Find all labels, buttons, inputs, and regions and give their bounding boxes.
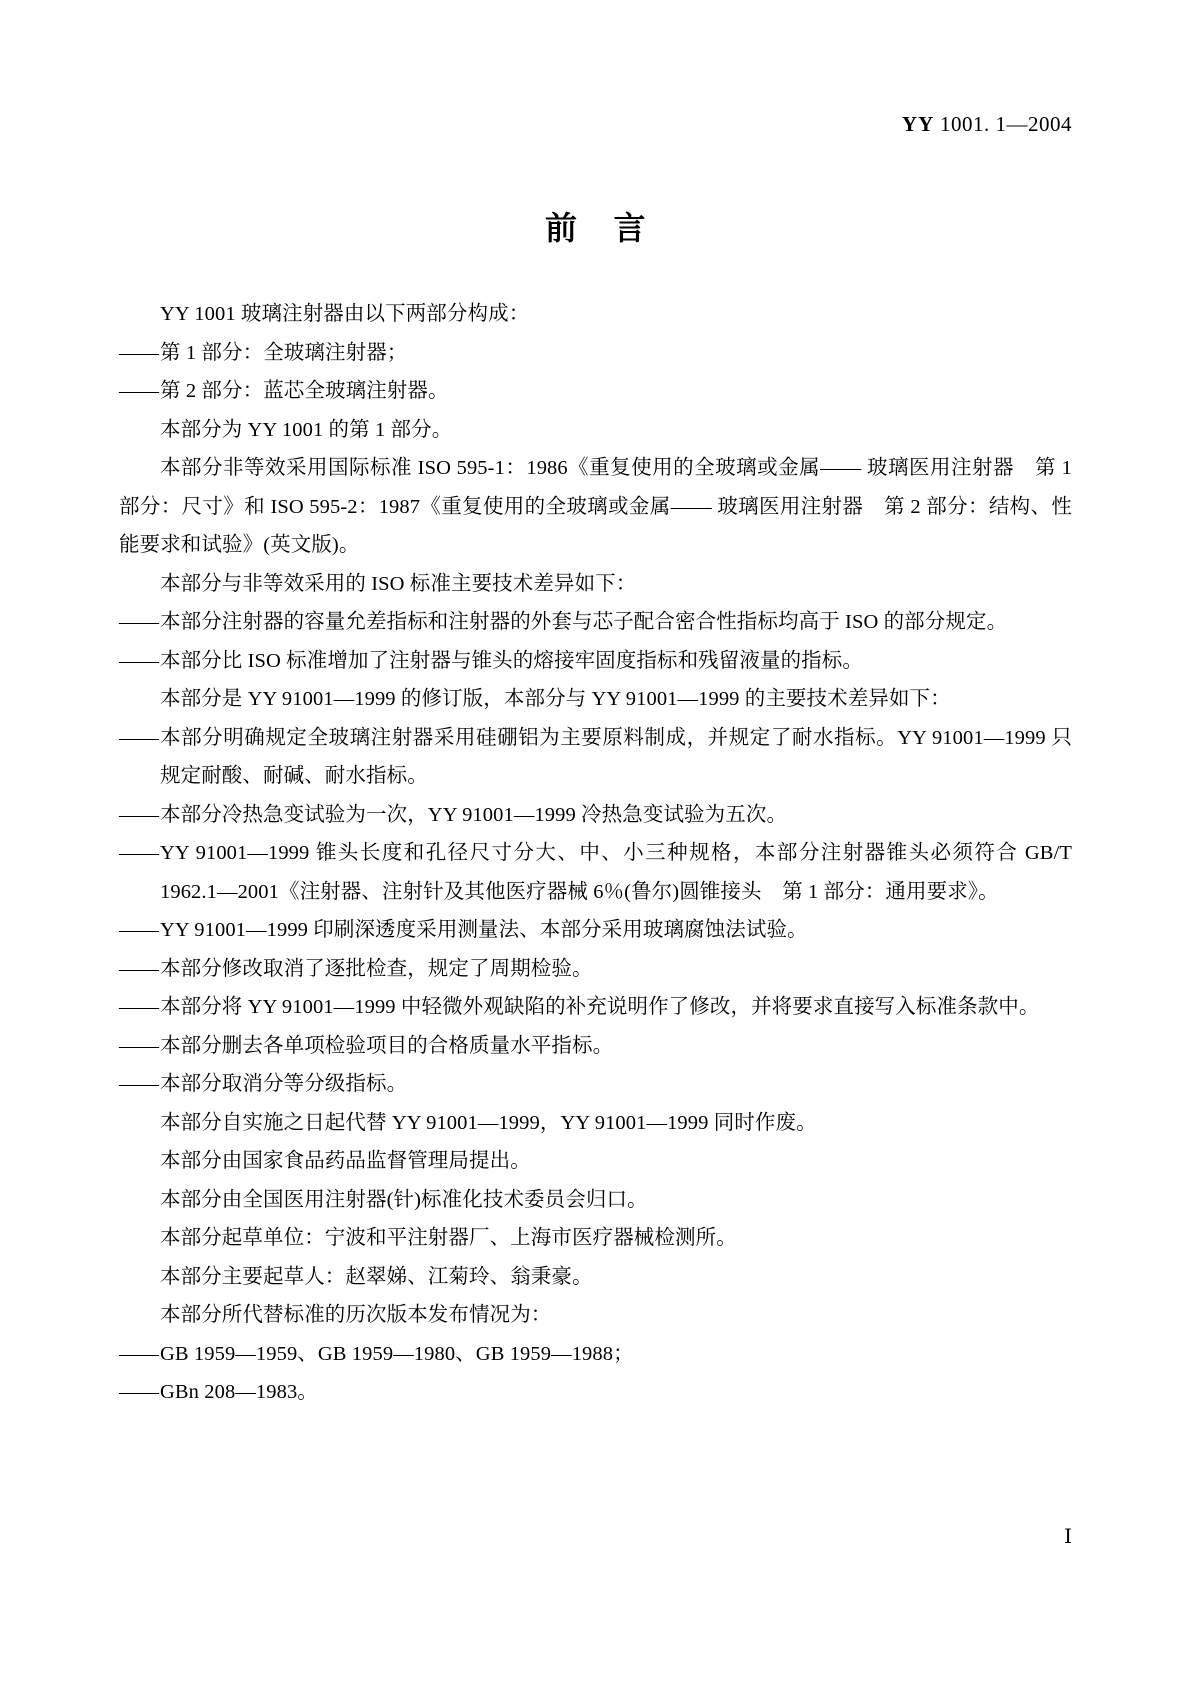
paragraph: 本部分由国家食品药品监督管理局提出。 <box>160 1150 531 1172</box>
list-item-text: YY 91001—1999 锥头长度和孔径尺寸分大、中、小三种规格，本部分注射器锥头必须符合 GB/T 1962.1—2001《注射器、注射针及其他医疗器械 6％(鲁尔)圆锥接头 第 1 部分：通用要求》。 <box>160 842 1072 903</box>
paragraph: 本部分由全国医用注射器(针)标准化技术委员会归口。 <box>160 1188 648 1211</box>
em-dash-marker: —— <box>119 380 158 402</box>
em-dash-marker: —— <box>119 1381 158 1403</box>
standard-number: 1001. 1—2004 <box>934 112 1072 136</box>
page-number: Ⅰ <box>1064 1526 1072 1548</box>
list-item <box>119 1027 1072 1066</box>
standard-prefix: YY <box>901 112 935 136</box>
paragraph: 本部分与非等效采用的 ISO 标准主要技术差异如下： <box>160 572 637 595</box>
list-item <box>119 834 1072 911</box>
page-title <box>0 203 1191 249</box>
paragraph: 本部分自实施之日起代替 YY 91001—1999，YY 91001—1999 同时作废。 <box>160 1111 817 1134</box>
list-item <box>119 1065 1072 1104</box>
list-item <box>119 642 1072 681</box>
list-item-text: 本部分修改取消了逐批检查，规定了周期检验。 <box>160 957 593 980</box>
em-dash-marker: —— <box>119 919 158 941</box>
em-dash-marker: —— <box>119 341 158 364</box>
em-dash-marker: —— <box>119 1073 158 1095</box>
list-item-text: 本部分取消分等分级指标。 <box>160 1073 408 1095</box>
list-item <box>119 372 1072 411</box>
paragraph: 本部分所代替标准的历次版本发布情况为： <box>160 1304 552 1326</box>
list-item <box>119 988 1072 1027</box>
paragraph: 本部分是 YY 91001—1999 的修订版，本部分与 YY 91001—1999 的主要技术差异如下： <box>160 688 951 710</box>
list-item <box>119 1373 1072 1412</box>
list-item-text: 本部分冷热急变试验为一次，YY 91001—1999 冷热急变试验为五次。 <box>160 803 788 826</box>
list-item-text: 第 1 部分：全玻璃注射器； <box>160 341 408 364</box>
em-dash-marker: —— <box>119 842 158 864</box>
paragraph: 本部分非等效采用国际标准 ISO 595-1：1986《重复使用的全玻璃或金属—— 玻璃医用注射器 第 1 部分：尺寸》和 ISO 595-2：1987《重复使用的全玻璃或金属—— 玻璃医用注射器 第 2 部分：结构、性能要求和试验》(英文版)。 <box>119 457 1072 556</box>
paragraph: YY 1001 玻璃注射器由以下两部分构成： <box>160 303 530 325</box>
em-dash-marker: —— <box>119 957 158 980</box>
paragraph: 本部分主要起草人：赵翠娣、江菊玲、翁秉豪。 <box>160 1265 593 1288</box>
list-item-text: YY 91001—1999 印刷深透度采用测量法、本部分采用玻璃腐蚀法试验。 <box>160 919 808 941</box>
paragraph: 本部分起草单位：宁波和平注射器厂、上海市医疗器械检测所。 <box>160 1227 737 1249</box>
list-item <box>119 911 1072 950</box>
list-item-text: 本部分删去各单项检验项目的合格质量水平指标。 <box>160 1034 614 1057</box>
em-dash-marker: —— <box>119 726 158 749</box>
list-item <box>119 603 1072 642</box>
foreword-body <box>119 295 1072 1412</box>
em-dash-marker: —— <box>119 1034 158 1057</box>
list-item <box>119 1335 1072 1374</box>
list-item-text: 本部分注射器的容量允差指标和注射器的外套与芯子配合密合性指标均高于 ISO 的部分规定。 <box>160 611 1008 633</box>
em-dash-marker: —— <box>119 649 158 672</box>
em-dash-marker: —— <box>119 1342 158 1365</box>
list-item-text: 本部分明确规定全玻璃注射器采用硅硼铝为主要原料制成，并规定了耐水指标。YY 91001—1999 只规定耐酸、耐碱、耐水指标。 <box>160 726 1072 787</box>
list-item <box>119 950 1072 989</box>
paragraph: 本部分为 YY 1001 的第 1 部分。 <box>160 418 453 441</box>
running-header <box>902 112 1072 137</box>
list-item <box>119 334 1072 373</box>
list-item-text: GB 1959—1959、GB 1959—1980、GB 1959—1988； <box>160 1342 634 1365</box>
list-item-text: 第 2 部分：蓝芯全玻璃注射器。 <box>160 380 449 402</box>
list-item-text: 本部分将 YY 91001—1999 中轻微外观缺陷的补充说明作了修改，并将要求直接写入标准条款中。 <box>160 996 1040 1018</box>
em-dash-marker: —— <box>119 996 158 1018</box>
list-item <box>119 719 1072 796</box>
list-item-text: GBn 208—1983。 <box>160 1381 318 1403</box>
list-item <box>119 796 1072 835</box>
em-dash-marker: —— <box>119 803 158 826</box>
page-title-char-2: 言 <box>613 209 647 247</box>
em-dash-marker: —— <box>119 611 158 633</box>
list-item-text: 本部分比 ISO 标准增加了注射器与锥头的熔接牢固度指标和残留液量的指标。 <box>160 649 863 672</box>
page-title-char-1: 前 <box>544 209 578 247</box>
